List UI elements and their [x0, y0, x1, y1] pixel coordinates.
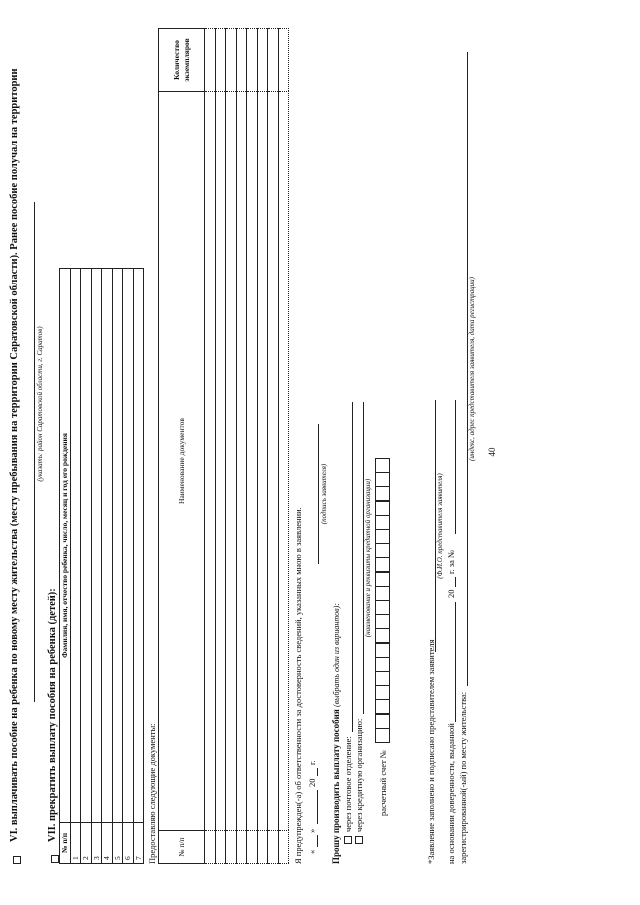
doc-num-cell[interactable]: [236, 831, 247, 864]
payment-block: [331, 603, 341, 864]
doc-count-cell[interactable]: [247, 29, 258, 92]
option-post[interactable]: [343, 736, 353, 844]
date-quote-close: »: [307, 828, 317, 833]
table-row: [268, 29, 279, 864]
documents-header-count: Количество экземпляров: [159, 29, 205, 92]
doc-name-cell[interactable]: [226, 92, 237, 831]
child-cell[interactable]: [81, 269, 92, 823]
account-digit-cell[interactable]: [375, 543, 390, 558]
section-6-text: VI. выплачивать пособие на ребенка по новому месту жительства (месту пребывания на территории Саратовской области). Ранее пособие получал на территории: [9, 68, 20, 842]
doc-name-cell[interactable]: [247, 92, 258, 831]
date-day-line[interactable]: [317, 835, 318, 847]
table-row: [91, 269, 102, 864]
child-cell[interactable]: [112, 269, 123, 823]
child-cell[interactable]: [133, 269, 144, 823]
date-month-line[interactable]: [317, 790, 318, 824]
section-7-title: VII. прекратить выплату пособия на ребенка (детей):: [47, 588, 58, 842]
section-6-checkbox[interactable]: [13, 852, 22, 864]
child-cell[interactable]: [70, 269, 81, 823]
option-post-label: через почтовое отделение:: [343, 736, 353, 832]
child-cell[interactable]: [123, 269, 134, 823]
child-cell[interactable]: [91, 269, 102, 823]
date-year-line[interactable]: [317, 768, 318, 776]
bank-hint: (наименование и реквизиты кредитной организации): [364, 478, 372, 638]
account-digit-cell[interactable]: [375, 714, 390, 729]
doc-count-cell[interactable]: [236, 29, 247, 92]
doc-name-cell[interactable]: [278, 92, 289, 831]
table-row: [226, 29, 237, 864]
doc-num-cell[interactable]: [215, 831, 226, 864]
account-digit-cell[interactable]: [375, 486, 390, 501]
rep-number-line[interactable]: [455, 400, 456, 534]
doc-name-cell[interactable]: [268, 92, 279, 831]
doc-count-cell[interactable]: [226, 29, 237, 92]
table-row: [247, 29, 258, 864]
child-cell[interactable]: [102, 269, 113, 823]
account-digit-cell[interactable]: [375, 614, 390, 629]
page-number: 40: [487, 447, 497, 457]
children-table-header-num: № п/п: [60, 823, 71, 864]
doc-count-cell[interactable]: [215, 29, 226, 92]
rep-line3: зарегистрированной(-ый) по месту жительства:: [458, 691, 468, 864]
table-row: [123, 269, 134, 864]
rep-name-hint: (Ф.И.О. представителя заявителя): [436, 473, 444, 579]
payment-title: Прошу производить выплату пособия: [331, 709, 341, 864]
section-6-territory-line[interactable]: [34, 202, 35, 702]
account-digit-cell[interactable]: [375, 671, 390, 686]
row-number: 1: [70, 823, 81, 864]
documents-table: [158, 28, 289, 864]
row-number: 5: [112, 823, 123, 864]
account-digit-cell[interactable]: [375, 628, 390, 643]
option-bank-checkbox[interactable]: [355, 836, 363, 844]
post-office-line[interactable]: [352, 402, 353, 732]
row-number: 3: [91, 823, 102, 864]
signature-hint: (подпись заявителя): [320, 463, 328, 525]
date-line: [307, 724, 319, 854]
table-row: [257, 29, 268, 864]
account-digit-cell[interactable]: [375, 472, 390, 487]
account-digit-cell[interactable]: [375, 699, 390, 714]
account-label: расчетный счет №: [378, 750, 388, 816]
account-digit-cell[interactable]: [375, 586, 390, 601]
warning-text: Я предупрежден(-а) об ответственности за достоверность сведений, указанных мною в заявлении.: [293, 507, 303, 864]
account-digit-cell[interactable]: [375, 728, 390, 743]
doc-name-cell[interactable]: [236, 92, 247, 831]
account-digit-cell[interactable]: [375, 515, 390, 530]
doc-num-cell[interactable]: [268, 831, 279, 864]
option-bank-label: через кредитную организацию:: [354, 718, 364, 832]
row-number: 2: [81, 823, 92, 864]
option-post-checkbox[interactable]: [344, 836, 352, 844]
rep-line2: на основании доверенности, выданной: [446, 723, 456, 864]
section-6-hint: (указать: район Саратовской области, г. Саратов): [36, 326, 44, 482]
table-row: [236, 29, 247, 864]
table-row: [133, 269, 144, 864]
table-row: [205, 29, 216, 864]
doc-count-cell[interactable]: [278, 29, 289, 92]
form-page: [0, 20, 640, 884]
account-digit-cell[interactable]: [375, 643, 390, 658]
rep-number-label: г. за №: [446, 549, 456, 574]
account-number-cells[interactable]: [375, 458, 390, 742]
account-digit-cell[interactable]: [375, 600, 390, 615]
account-digit-cell[interactable]: [375, 685, 390, 700]
account-digit-cell[interactable]: [375, 529, 390, 544]
children-table-header-name: Фамилия, имя, отчество ребенка, число, месяц и год его рождения: [60, 269, 71, 823]
rep-address-hint: (индекс, адрес представителя заявителя, дата регистрации): [468, 277, 476, 461]
row-number: 6: [123, 823, 134, 864]
date-year-prefix: 20: [307, 778, 317, 787]
doc-num-cell[interactable]: [247, 831, 258, 864]
table-row: [215, 29, 226, 864]
row-number: 7: [133, 823, 144, 864]
payment-title-hint: (выбрать один из вариантов):: [332, 603, 341, 708]
row-number: 4: [102, 823, 113, 864]
doc-num-cell[interactable]: [278, 831, 289, 864]
table-row: [102, 269, 113, 864]
table-row: [278, 29, 289, 864]
doc-name-cell[interactable]: [215, 92, 226, 831]
account-digit-cell[interactable]: [375, 657, 390, 672]
rep-year: 20: [446, 589, 456, 598]
account-digit-cell[interactable]: [375, 501, 390, 516]
section-6: [8, 34, 21, 864]
table-row: [81, 269, 92, 864]
rep-line1: *Заявление заполнено и подписано представителем заявителя: [426, 639, 436, 864]
account-digit-cell[interactable]: [375, 557, 390, 572]
doc-count-cell[interactable]: [205, 29, 216, 92]
documents-title: Предоставляю следующие документы:: [147, 723, 157, 864]
table-row: [112, 269, 123, 864]
table-row: [70, 269, 81, 864]
doc-num-cell[interactable]: [257, 831, 268, 864]
doc-name-cell[interactable]: [257, 92, 268, 831]
rep-year-line[interactable]: [455, 577, 456, 587]
doc-count-cell[interactable]: [268, 29, 279, 92]
doc-num-cell[interactable]: [205, 831, 216, 864]
documents-header-num: № п/п: [159, 831, 205, 864]
documents-header-name: Наименование документов: [159, 92, 205, 831]
children-table: [59, 268, 144, 864]
option-bank[interactable]: [354, 719, 364, 844]
date-quote-open: «: [307, 849, 317, 854]
signature-line[interactable]: [318, 424, 319, 564]
doc-num-cell[interactable]: [226, 831, 237, 864]
rep-power-issuer-line[interactable]: [455, 602, 456, 722]
account-digit-cell[interactable]: [375, 458, 390, 473]
date-suffix: г.: [307, 760, 317, 765]
doc-count-cell[interactable]: [257, 29, 268, 92]
account-digit-cell[interactable]: [375, 572, 390, 587]
doc-name-cell[interactable]: [205, 92, 216, 831]
